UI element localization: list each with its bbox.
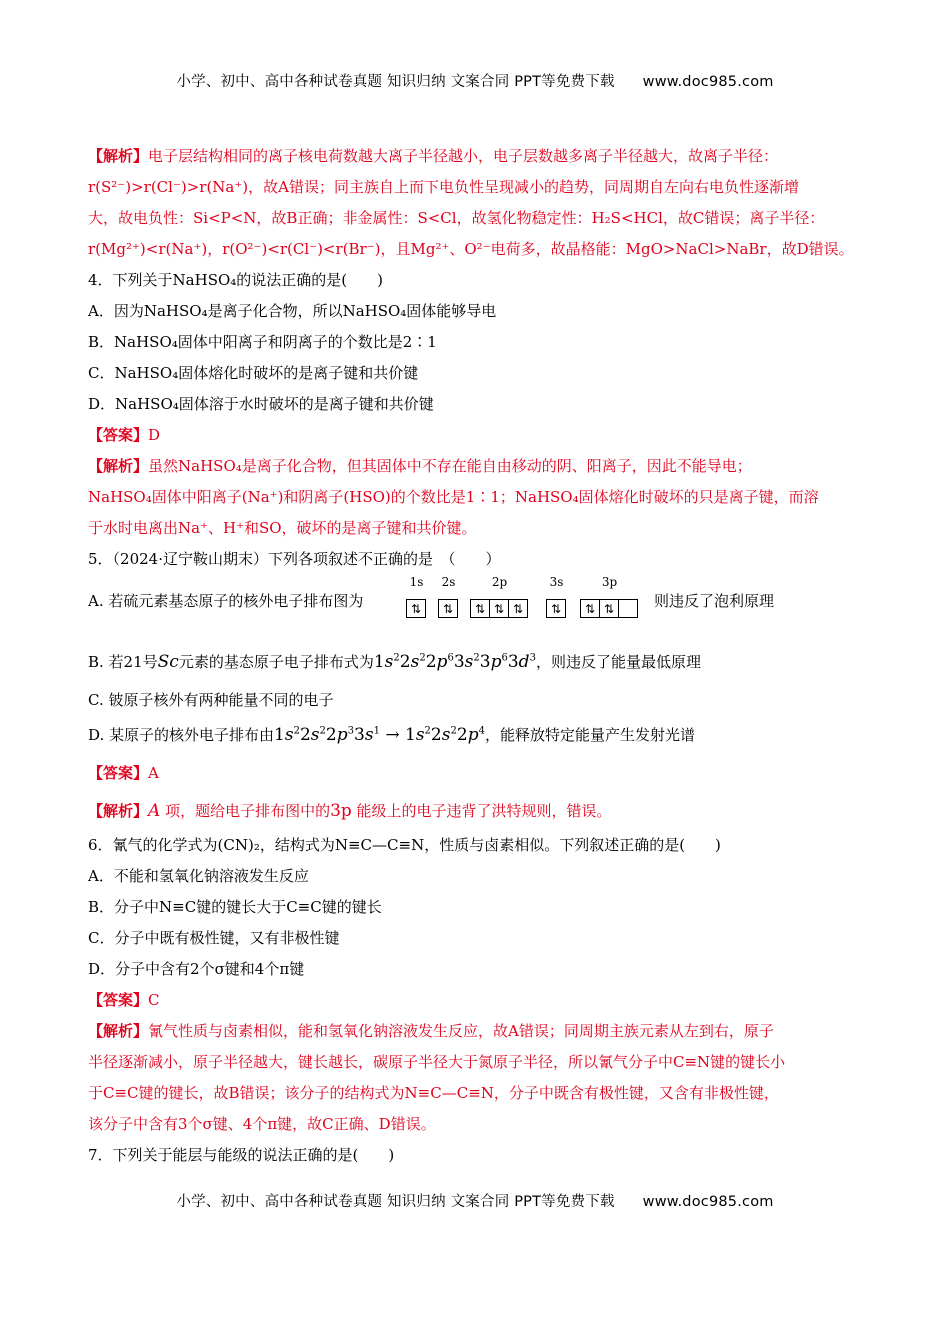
config-formula-b: $1s^22s^22p^63s^23p^63d^3$ (373, 652, 536, 672)
q4-option-d: D．NaHSO₄固体溶于水时破坏的是离子键和共价键 (88, 395, 434, 413)
q6-analysis-line-2: 半径逐渐减小，原子半径越大，键长越长，碳原子半径大于氮原子半径，所以氰气分子中C≡N键的键长小 (88, 1053, 786, 1071)
footer-text: 小学、初中、高中各种试卷真题 知识归纳 文案合同 PPT等免费下载 (176, 1194, 615, 1210)
q6-analysis-line-4: 该分子中含有3个σ键、4个π键，故C正确、D错误。 (88, 1115, 436, 1133)
q6-answer: 【答案】C (88, 991, 160, 1009)
q6-analysis-line-3: 于C≡C键的键长，故B错误；该分子的结构式为N≡C—C≡N，分子中既含有极性键，又含有非极性键， (88, 1084, 779, 1102)
orbital-box (618, 599, 638, 618)
q4-analysis-line-2: NaHSO₄固体中阳离子(Na⁺)和阴离子(HSO)的个数比是1∶1；NaHSO₄固体熔化时破坏的只是离子键，而溶 (88, 488, 819, 506)
q5-option-b: B. 若21号Sc元素的基态原子电子排布式为$1s^22s^22p^63s^23p^63d^3$，则违反了能量最低原理 (88, 652, 701, 672)
orbital-box: ⇅ (489, 599, 509, 618)
q5-analysis: 【解析】A 项，题给电子排布图中的3p 能级上的电子违背了洪特规则，错误。 (88, 801, 612, 821)
q5-option-c: C. 铍原子核外有两种能量不同的电子 (88, 691, 334, 709)
page-footer (0, 1190, 950, 1211)
q5-option-a: A. 若硫元素基态原子的核外电子排布图为 1s ⇅ 2s ⇅ 2p ⇅ ⇅ ⇅ 3s ⇅ 3p ⇅ ⇅ 则违反了泡利原理 (88, 575, 775, 616)
orbital-box: ⇅ (580, 599, 600, 618)
q4-analysis-line-1: 【解析】虽然NaHSO₄是离子化合物，但其固体中不存在能自由移动的阴、阳离子，因此不能导电； (88, 457, 752, 475)
q5-answer: 【答案】A (88, 764, 159, 782)
footer-site: www.doc985.com (642, 1194, 774, 1210)
q4-option-b: B．NaHSO₄固体中阳离子和阴离子的个数比是2∶1 (88, 333, 437, 351)
document-body (88, 141, 878, 1171)
q5-option-a-text: A. 若硫元素基态原子的核外电子排布图为 (88, 592, 364, 610)
q5-stem: 5．（2024·辽宁鞍山期末）下列各项叙述不正确的是 （ ） (88, 550, 501, 568)
config-formula-d: $1s^22s^22p^33s^1 \to 1s^22s^22p^4$ (274, 725, 485, 745)
header-site: www.doc985.com (642, 74, 774, 90)
orbital-box: ⇅ (599, 599, 619, 618)
q6-option-d: D．分子中含有2个σ键和4个π键 (88, 960, 305, 978)
q4-option-a: A．因为NaHSO₄是离子化合物，所以NaHSO₄固体能够导电 (88, 302, 497, 320)
orbital-box: ⇅ (438, 599, 458, 618)
q6-option-c: C．分子中既有极性键，又有非极性键 (88, 929, 340, 947)
q3-analysis-line-1: 【解析】电子层结构相同的离子核电荷数越大离子半径越小，电子层数越多离子半径越大，故离子半径： (88, 147, 779, 165)
page-header (0, 70, 950, 91)
q6-option-b: B．分子中N≡C键的键长大于C≡C键的键长 (88, 898, 382, 916)
q4-answer: 【答案】D (88, 426, 161, 444)
q6-option-a: A．不能和氢氧化钠溶液发生反应 (88, 867, 309, 885)
q6-analysis-line-1: 【解析】氰气性质与卤素相似，能和氢氧化钠溶液发生反应，故A错误；同周期主族元素从左到右，原子 (88, 1022, 774, 1040)
orbital-box: ⇅ (546, 599, 566, 618)
q7-stem: 7．下列关于能层与能级的说法正确的是( ) (88, 1146, 395, 1164)
q4-analysis-line-3: 于水时电离出Na⁺、H⁺和SO，破坏的是离子键和共价键。 (88, 519, 477, 537)
orbital-box: ⇅ (508, 599, 528, 618)
q4-option-c: C．NaHSO₄固体熔化时破坏的是离子键和共价键 (88, 364, 419, 382)
q5-option-a-tail: 则违反了泡利原理 (654, 592, 775, 610)
orbital-box: ⇅ (406, 599, 426, 618)
header-text: 小学、初中、高中各种试卷真题 知识归纳 文案合同 PPT等免费下载 (176, 74, 615, 90)
q6-stem: 6．氰气的化学式为(CN)₂，结构式为N≡C—C≡N，性质与卤素相似。下列叙述正确的是( ) (88, 836, 721, 854)
q3-analysis-line-3: 大，故电负性：Si<P<N，故B正确；非金属性：S<Cl，故氢化物稳定性：H₂S<HCl，故C错误；离子半径： (88, 209, 825, 227)
q3-analysis-line-2: r(S²⁻)>r(Cl⁻)>r(Na⁺)，故A错误；同主族自上而下电负性呈现减小的趋势，同周期自左向右电负性逐渐增 (88, 178, 799, 196)
q3-analysis-line-4: r(Mg²⁺)<r(Na⁺)，r(O²⁻)<r(Cl⁻)<r(Br⁻)，且Mg²⁺、O²⁻电荷多，故晶格能：MgO>NaCl>NaBr，故D错误。 (88, 240, 854, 258)
q5-option-d: D. 某原子的核外电子排布由$1s^22s^22p^33s^1 \to 1s^22s^22p^4$，能释放特定能量产生发射光谱 (88, 725, 695, 745)
orbital-box: ⇅ (470, 599, 490, 618)
q4-stem: 4．下列关于NaHSO₄的说法正确的是( ) (88, 271, 383, 289)
